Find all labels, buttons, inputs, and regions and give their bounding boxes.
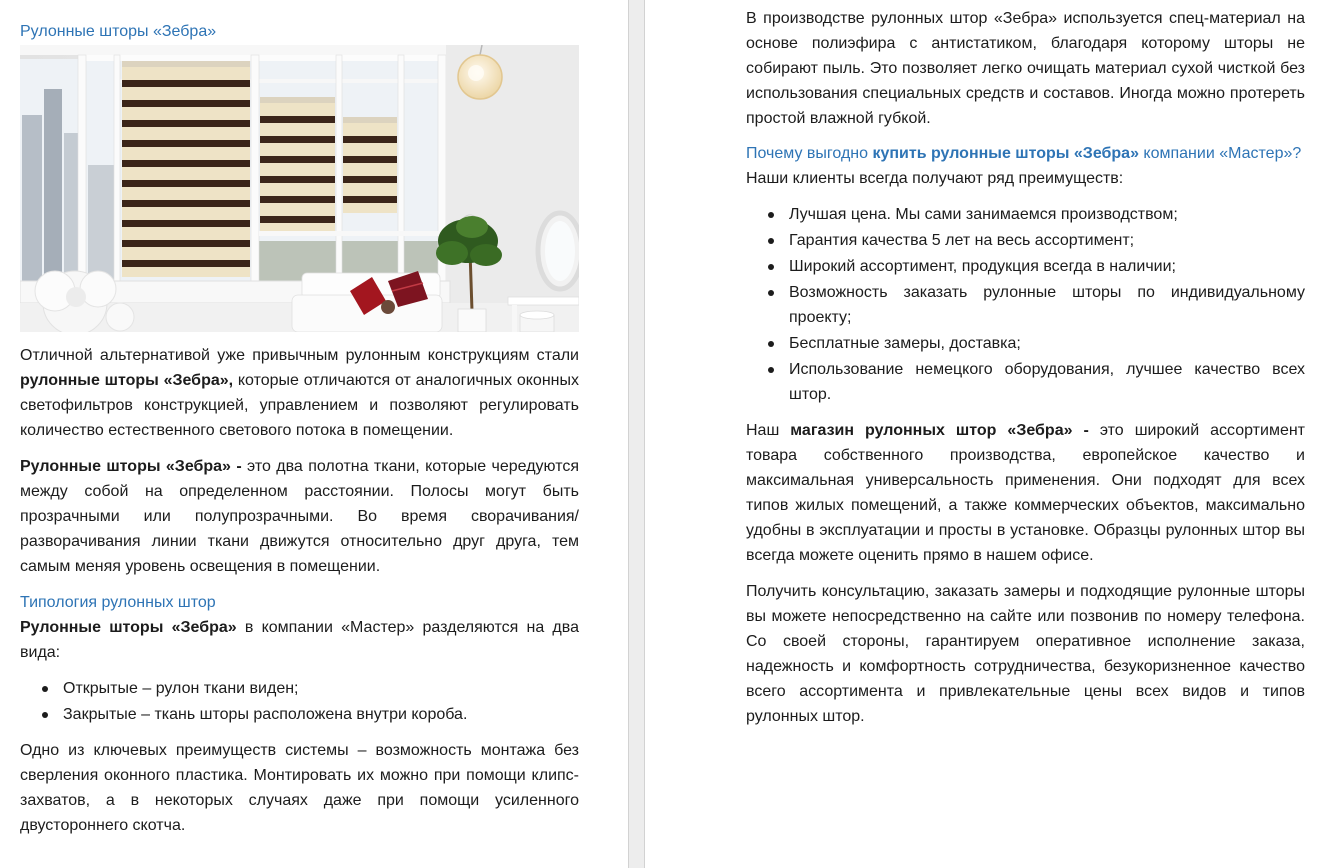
- blind-stripe-light: [122, 67, 250, 80]
- blind-stripe-dark: [122, 260, 250, 267]
- console-top: [508, 297, 579, 305]
- blind-stripe-light: [343, 123, 397, 136]
- list-item: [746, 254, 1305, 279]
- list-item-text: Гарантия качества 5 лет на весь ассортимент;: [789, 232, 1135, 249]
- list-item-text: Широкий ассортимент, продукция всегда в наличии;: [789, 258, 1176, 275]
- text-run: это два полотна ткани, которые чередуются между собой на определенном расстоянии. Полосы могут быть прозрачными или полупрозрачными. Во время сворачивания/разворачивания линии ткани движутся относительно друг друга, тем самым меняя уровень освещения в помещении.: [20, 458, 580, 575]
- flower-petal: [80, 271, 116, 307]
- zebra-blind-right: [343, 123, 397, 213]
- window-mid-rail: [259, 231, 441, 236]
- window-mullion: [114, 55, 120, 281]
- list-item-text: Лучшая цена. Мы сами занимаемся производством;: [789, 206, 1178, 223]
- blind-stripe-light: [122, 227, 250, 240]
- heading-why-buy: [746, 141, 1305, 166]
- bullet-dot: [768, 290, 774, 296]
- blind-stripe-dark: [122, 220, 250, 227]
- product-photo: [20, 45, 579, 332]
- blind-headrail: [343, 117, 397, 123]
- document-page-right: [645, 0, 1331, 868]
- console-leg: [512, 305, 517, 332]
- blind-stripe-light: [122, 147, 250, 160]
- blind-stripe-dark: [343, 196, 397, 203]
- blind-stripe-dark: [122, 180, 250, 187]
- plant-pot: [458, 309, 486, 332]
- blind-stripe-dark: [122, 120, 250, 127]
- city-building: [88, 165, 114, 281]
- list-item: [746, 357, 1305, 407]
- blind-stripe-light: [122, 127, 250, 140]
- bullet-dot: [768, 238, 774, 244]
- blind-stripe-dark: [122, 160, 250, 167]
- paragraph-material: [746, 6, 1305, 131]
- blind-stripe-dark: [260, 116, 335, 123]
- flower-center: [66, 287, 86, 307]
- wall-mirror: [538, 213, 579, 289]
- blind-stripe-dark: [343, 156, 397, 163]
- blind-stripe-light: [260, 143, 335, 156]
- blind-stripe-light: [343, 143, 397, 156]
- paragraph-mounting: [20, 738, 579, 838]
- window-mullion: [78, 55, 86, 281]
- blind-stripe-dark: [122, 80, 250, 87]
- window-mullion: [336, 55, 342, 281]
- text-run: компании «Мастер»?: [1138, 145, 1302, 162]
- text-run: это широкий ассортимент товара собственного производства, европейское качество и максимальная универсальность применения. Они подходят для всех типов жилых помещений, а также коммерческих объектов, максимально удобны в эксплуатации и просты в установке. Образцы рулонных штор вы всегда можете оценить прямо в нашем офисе.: [746, 422, 1306, 564]
- paragraph-contact: [746, 579, 1305, 729]
- bold-text: магазин рулонных штор «Зебра» -: [790, 422, 1089, 439]
- blind-stripe-light: [343, 183, 397, 196]
- list-item: [746, 228, 1305, 253]
- blind-stripe-light: [122, 247, 250, 260]
- window-mullion: [251, 55, 259, 281]
- blind-stripe-light: [260, 223, 335, 231]
- blind-stripe-light: [343, 163, 397, 176]
- bullet-dot: [768, 264, 774, 270]
- bullet-dot: [768, 212, 774, 218]
- zebra-blind-left: [122, 67, 250, 277]
- list-item: [746, 202, 1305, 227]
- blind-stripe-light: [260, 163, 335, 176]
- lamp-glow: [468, 65, 484, 81]
- list-item-text: Возможность заказать рулонные шторы по индивидуальному проекту;: [789, 284, 1305, 326]
- blind-stripe-dark: [122, 240, 250, 247]
- paragraph-types: [20, 615, 579, 665]
- blind-stripe-dark: [343, 136, 397, 143]
- blind-stripe-dark: [260, 216, 335, 223]
- stool-top: [520, 311, 554, 319]
- blind-stripe-light: [260, 203, 335, 216]
- blind-stripe-light: [122, 167, 250, 180]
- white-sofa: [292, 271, 442, 332]
- blind-stripe-dark: [260, 156, 335, 163]
- flower-petal: [106, 303, 134, 331]
- plush-toy: [381, 300, 395, 314]
- paragraph-definition: [20, 454, 579, 579]
- paragraph-intro: [20, 343, 579, 443]
- blind-stripe-light: [122, 107, 250, 120]
- blind-stripe-light: [122, 207, 250, 220]
- tree-foliage: [436, 241, 468, 265]
- section-title: Рулонные шторы «Зебра»: [20, 23, 217, 40]
- blind-stripe-light: [122, 87, 250, 100]
- blind-stripe-dark: [122, 140, 250, 147]
- bold-text: Рулонные шторы «Зебра»: [20, 619, 237, 636]
- city-building: [64, 133, 80, 281]
- heading-types: Типология рулонных штор: [20, 594, 216, 611]
- list-item-text: Открытые – рулон ткани виден;: [63, 680, 299, 697]
- tree-foliage: [456, 216, 488, 238]
- blind-stripe-dark: [122, 100, 250, 107]
- blind-stripe-dark: [260, 196, 335, 203]
- blind-stripe-light: [343, 203, 397, 213]
- blind-stripe-dark: [343, 176, 397, 183]
- window-frame-top: [78, 55, 446, 61]
- zebra-blind-middle: [260, 103, 335, 231]
- bullet-dot: [768, 341, 774, 347]
- zebra-blinds-photo: [20, 45, 579, 332]
- bullet-dot: [42, 712, 48, 718]
- text-run: Отличной альтернативой уже привычным рулонным конструкциям стали: [20, 347, 579, 364]
- list-item-text: Закрытые – ткань шторы расположена внутри короба.: [63, 706, 468, 723]
- blind-stripe-light: [122, 187, 250, 200]
- blind-headrail: [122, 61, 250, 67]
- list-item: [746, 331, 1305, 356]
- blind-stripe-light: [260, 103, 335, 116]
- city-building: [22, 115, 42, 281]
- window-mullion: [398, 55, 404, 281]
- text-run: которые отличаются от аналогичных оконных светофильтров конструкцией, управлением и позволяют регулировать количество естественного светового потока в помещении.: [20, 372, 580, 439]
- mirror-glass: [545, 221, 575, 281]
- bold-text: Рулонные шторы «Зебра» -: [20, 458, 242, 475]
- city-building: [44, 89, 62, 281]
- list-item-text: Использование немецкого оборудования, лучшее качество всех штор.: [789, 361, 1305, 403]
- blind-stripe-dark: [260, 176, 335, 183]
- paragraph-clients: [746, 166, 1305, 191]
- page-separator: [628, 0, 645, 868]
- bold-text: купить рулонные шторы «Зебра»: [872, 145, 1139, 162]
- bullet-dot: [768, 367, 774, 373]
- page-right-text-column: [746, 6, 1305, 740]
- blind-stripe-dark: [122, 200, 250, 207]
- text-run: Наш: [746, 422, 791, 439]
- blind-stripe-light: [122, 267, 250, 277]
- text-run: Наши клиенты всегда получают ряд преимуществ:: [746, 170, 1124, 187]
- page-left-text-column: [20, 19, 579, 849]
- list-item: [20, 702, 579, 727]
- tree-foliage: [470, 244, 502, 266]
- blind-stripe-dark: [260, 136, 335, 143]
- blind-stripe-light: [260, 123, 335, 136]
- text-run: Получить консультацию, заказать замеры и подходящие рулонные шторы вы можете непосредственно на сайте или позвонив по номеру телефона. Со своей стороны, гарантируем оперативное исполнение заказа, надежность и комфортность сотрудничества, безукоризненное качество всего ассортимента и привлекательные цены всех видов и типов рулонных штор.: [746, 583, 1305, 725]
- text-run: в компании «Мастер» разделяются на два вида:: [20, 619, 579, 661]
- text-run: Одно из ключевых преимуществ системы – возможность монтажа без сверления оконного пластика. Монтировать их можно при помощи клипс-захватов, а в некоторых случаях даже при помощи усиленного двустороннего скотча.: [20, 742, 579, 834]
- list-item-text: Бесплатные замеры, доставка;: [789, 335, 1021, 352]
- paragraph-shop: [746, 418, 1305, 568]
- blind-stripe-light: [260, 183, 335, 196]
- list-item: [20, 676, 579, 701]
- bullet-dot: [42, 686, 48, 692]
- document-page-left: [0, 0, 628, 868]
- text-run: В производстве рулонных штор «Зебра» используется спец-материал на основе полиэфира с антистатиком, благодаря которому шторы не собирают пыль. Это позволяет легко очищать материал сухой чисткой без использования специальных средств и составов. Иногда можно протереть простой влажной губкой.: [746, 10, 1305, 127]
- types-list: [20, 676, 579, 727]
- list-item: [746, 280, 1305, 330]
- benefits-list: [746, 202, 1305, 407]
- blind-headrail: [260, 97, 335, 103]
- white-stool: [520, 311, 554, 332]
- bold-text: рулонные шторы «Зебра»,: [20, 372, 234, 389]
- text-run: Почему выгодно: [746, 145, 873, 162]
